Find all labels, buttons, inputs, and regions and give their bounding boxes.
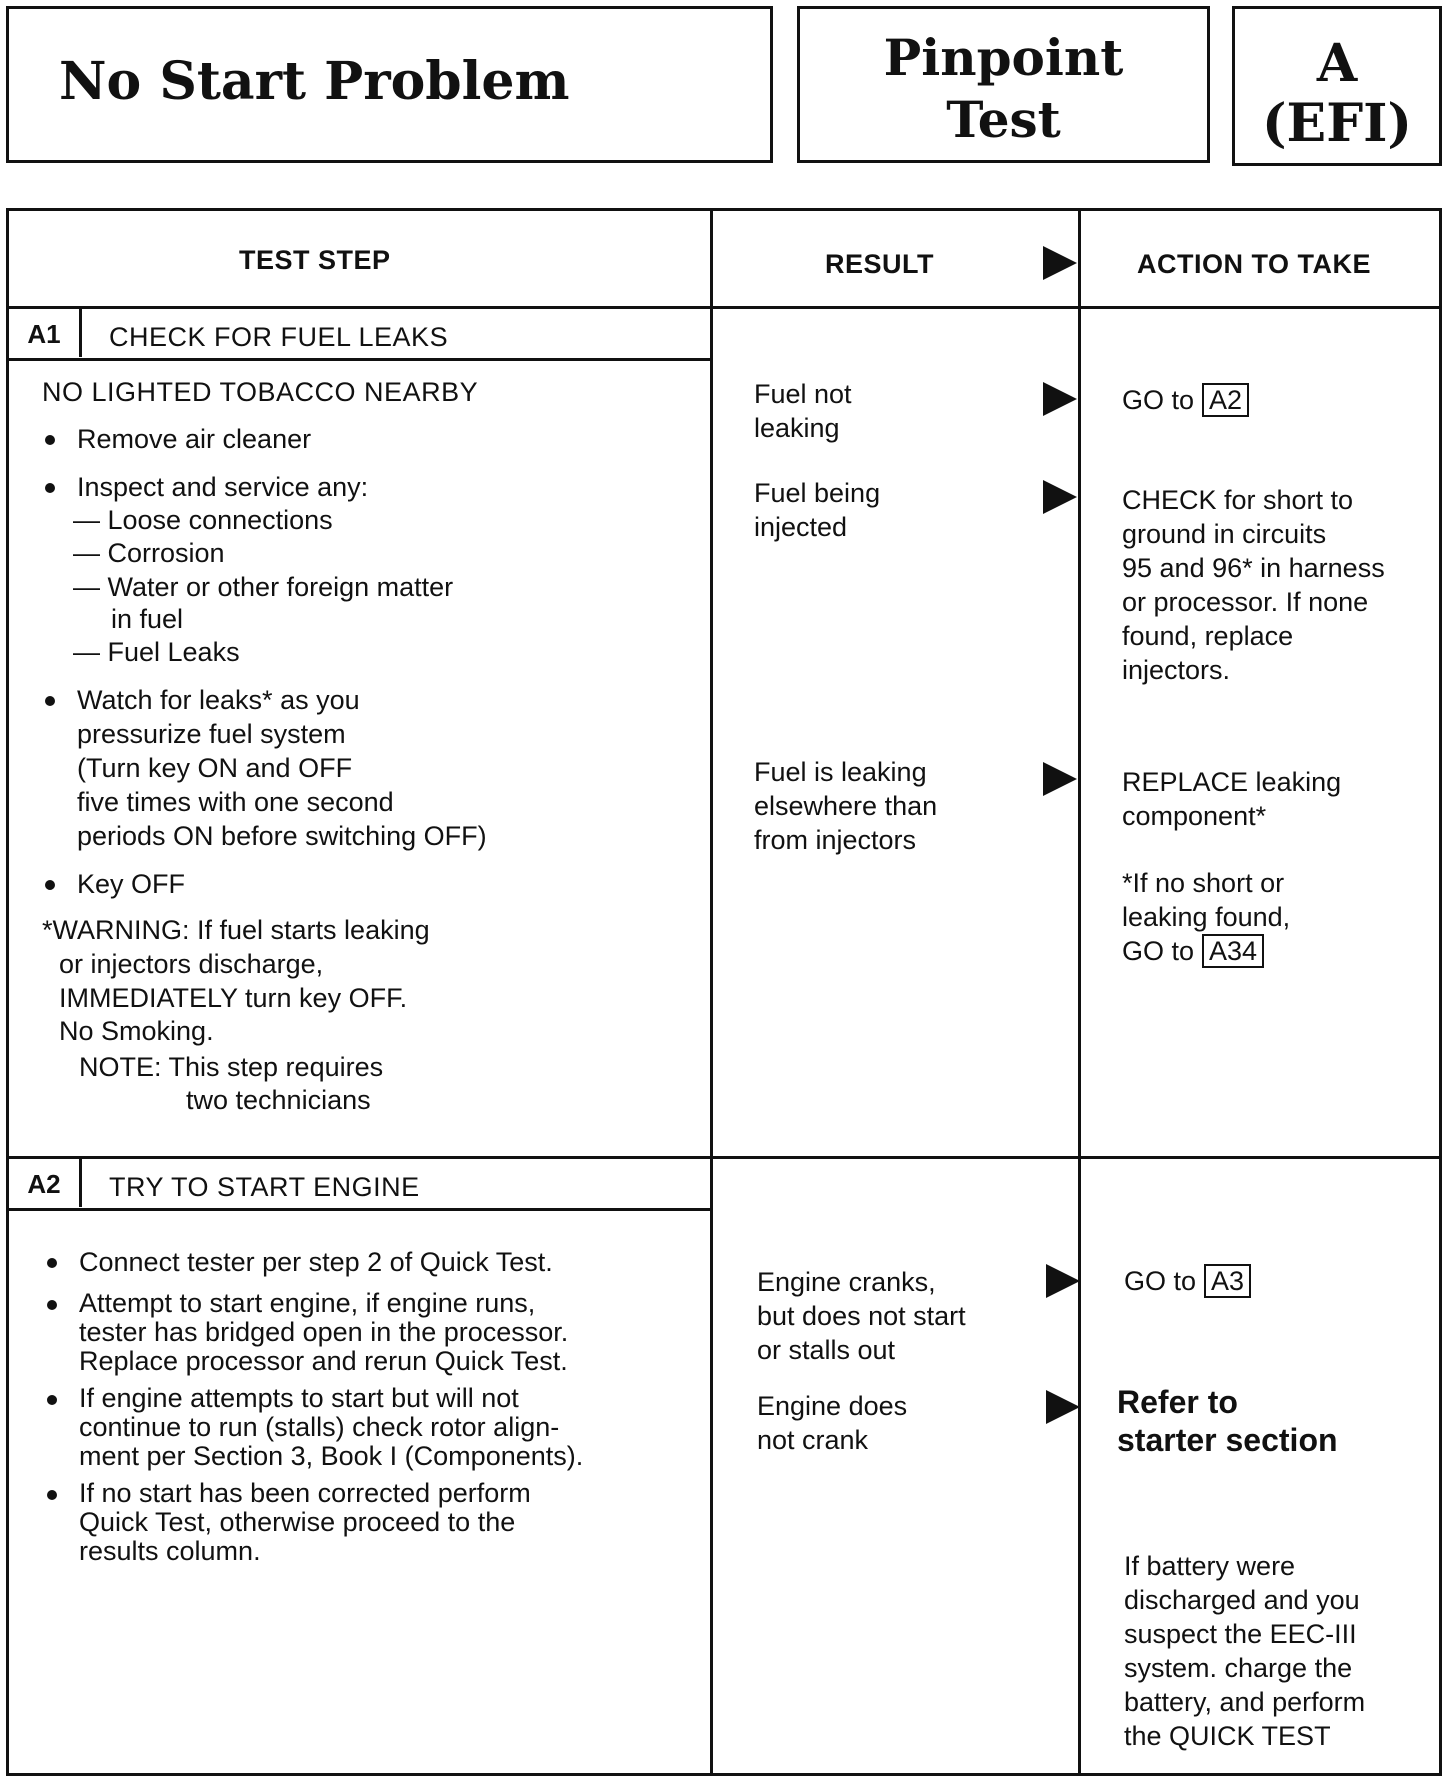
ref-a2: A2 [1202, 383, 1249, 417]
a1-sub-fuel-leaks: — Fuel Leaks [73, 637, 240, 667]
test-label: Test [946, 90, 1061, 149]
a1-step-id: A1 [9, 309, 82, 357]
a2-step-title: TRY TO START ENGINE [109, 1172, 420, 1202]
a1-warning-l3: IMMEDIATELY turn key OFF. [59, 983, 408, 1013]
a1-note-l2: two technicians [186, 1085, 371, 1115]
a2-section-divider [9, 1156, 1439, 1159]
header-result: RESULT [825, 249, 934, 279]
a1-bullet-watch-leaks: Watch for leaks* as you pressurize fuel system (Turn key ON and OFF five times with one second periods ON before switching OFF) [45, 683, 487, 853]
header-arrow-icon [1043, 246, 1077, 280]
title-box [6, 6, 773, 163]
pinpoint-table [6, 208, 1442, 1776]
a1-action-no-short: *If no short or leaking found, GO to A34 [1122, 868, 1291, 966]
a2-result-no-crank: Engine does not crank [757, 1391, 908, 1455]
a2-result-cranks: Engine cranks, but does not start or stalls out [757, 1267, 966, 1365]
test-code-system: (EFI) [1261, 93, 1413, 154]
a1-bullet-inspect: Inspect and service any: [45, 470, 368, 504]
ref-a34: A34 [1202, 934, 1264, 968]
a2-action-refer-starter: Refer to starter section [1117, 1384, 1338, 1458]
a1-result-leaking-elsewhere: Fuel is leaking elsewhere than from injectors [754, 757, 938, 855]
a2-bullet-stalls: If engine attempts to start but will not continue to run (stalls) check rotor align- ment per Section 3, Book I (Components). [47, 1384, 583, 1471]
a1-action-replace: REPLACE leaking component* [1122, 767, 1342, 831]
test-code-box [1232, 6, 1442, 166]
a1-sub-water: — Water or other foreign matter [73, 572, 454, 602]
a1-arrow-2-icon [1043, 480, 1077, 514]
a1-result-not-leaking: Fuel not leaking [754, 379, 852, 443]
a2-step-id: A2 [9, 1159, 82, 1207]
a1-warning-l1: *WARNING: If fuel starts leaking [42, 915, 430, 945]
a2-bullet-no-start-corrected: If no start has been corrected perform Quick Test, otherwise proceed to the results column. [47, 1479, 531, 1566]
pinpoint-test-box [797, 6, 1210, 163]
a1-warning-l4: No Smoking. [59, 1016, 214, 1046]
header-test-step: TEST STEP [239, 245, 391, 275]
a2-action-battery: If battery were discharged and you suspect the EEC-III system. charge the battery, and perform the QUICK TEST [1124, 1551, 1366, 1751]
a2-arrow-1-icon [1046, 1264, 1080, 1298]
a1-action-check-short: CHECK for short to ground in circuits 95 and 96* in harness or processor. If none found, replace injectors. [1122, 485, 1385, 685]
header-action: ACTION TO TAKE [1137, 249, 1371, 279]
a1-sub-loose-connections: — Loose connections [73, 505, 333, 535]
a1-warning-l2: or injectors discharge, [59, 949, 324, 979]
a2-bullet-connect-tester: Connect tester per step 2 of Quick Test. [47, 1247, 553, 1277]
a1-bullet-key-off: Key OFF [45, 867, 185, 901]
a2-action-go-a3: GO to A3 [1124, 1264, 1251, 1298]
a1-sub-water-cont: in fuel [111, 604, 184, 634]
ref-a3: A3 [1204, 1264, 1251, 1298]
a1-sub-corrosion: — Corrosion [73, 538, 225, 568]
a1-result-injected: Fuel being injected [754, 478, 881, 542]
a1-note-l1: NOTE: This step requires [79, 1052, 384, 1082]
a1-bullet-remove-air-cleaner: Remove air cleaner [45, 422, 311, 456]
header-divider [9, 306, 1439, 309]
column-divider-result [710, 211, 713, 1773]
column-divider-action [1078, 211, 1081, 1773]
page-title: No Start Problem [59, 51, 570, 112]
a1-arrow-1-icon [1043, 382, 1077, 416]
a1-arrow-3-icon [1043, 762, 1077, 796]
a1-step-title: CHECK FOR FUEL LEAKS [109, 322, 449, 352]
pinpoint-label: Pinpoint [883, 28, 1124, 87]
a1-title-divider [9, 358, 710, 361]
test-code-letter: A [1316, 33, 1358, 94]
a2-title-divider [9, 1208, 710, 1211]
a1-caution: NO LIGHTED TOBACCO NEARBY [42, 377, 479, 407]
a2-arrow-2-icon [1046, 1390, 1080, 1424]
a1-action-go-a2: GO to A2 [1122, 383, 1249, 417]
a2-bullet-attempt-start: Attempt to start engine, if engine runs, tester has bridged open in the processor. Replace processor and rerun Quick Test. [47, 1289, 568, 1376]
